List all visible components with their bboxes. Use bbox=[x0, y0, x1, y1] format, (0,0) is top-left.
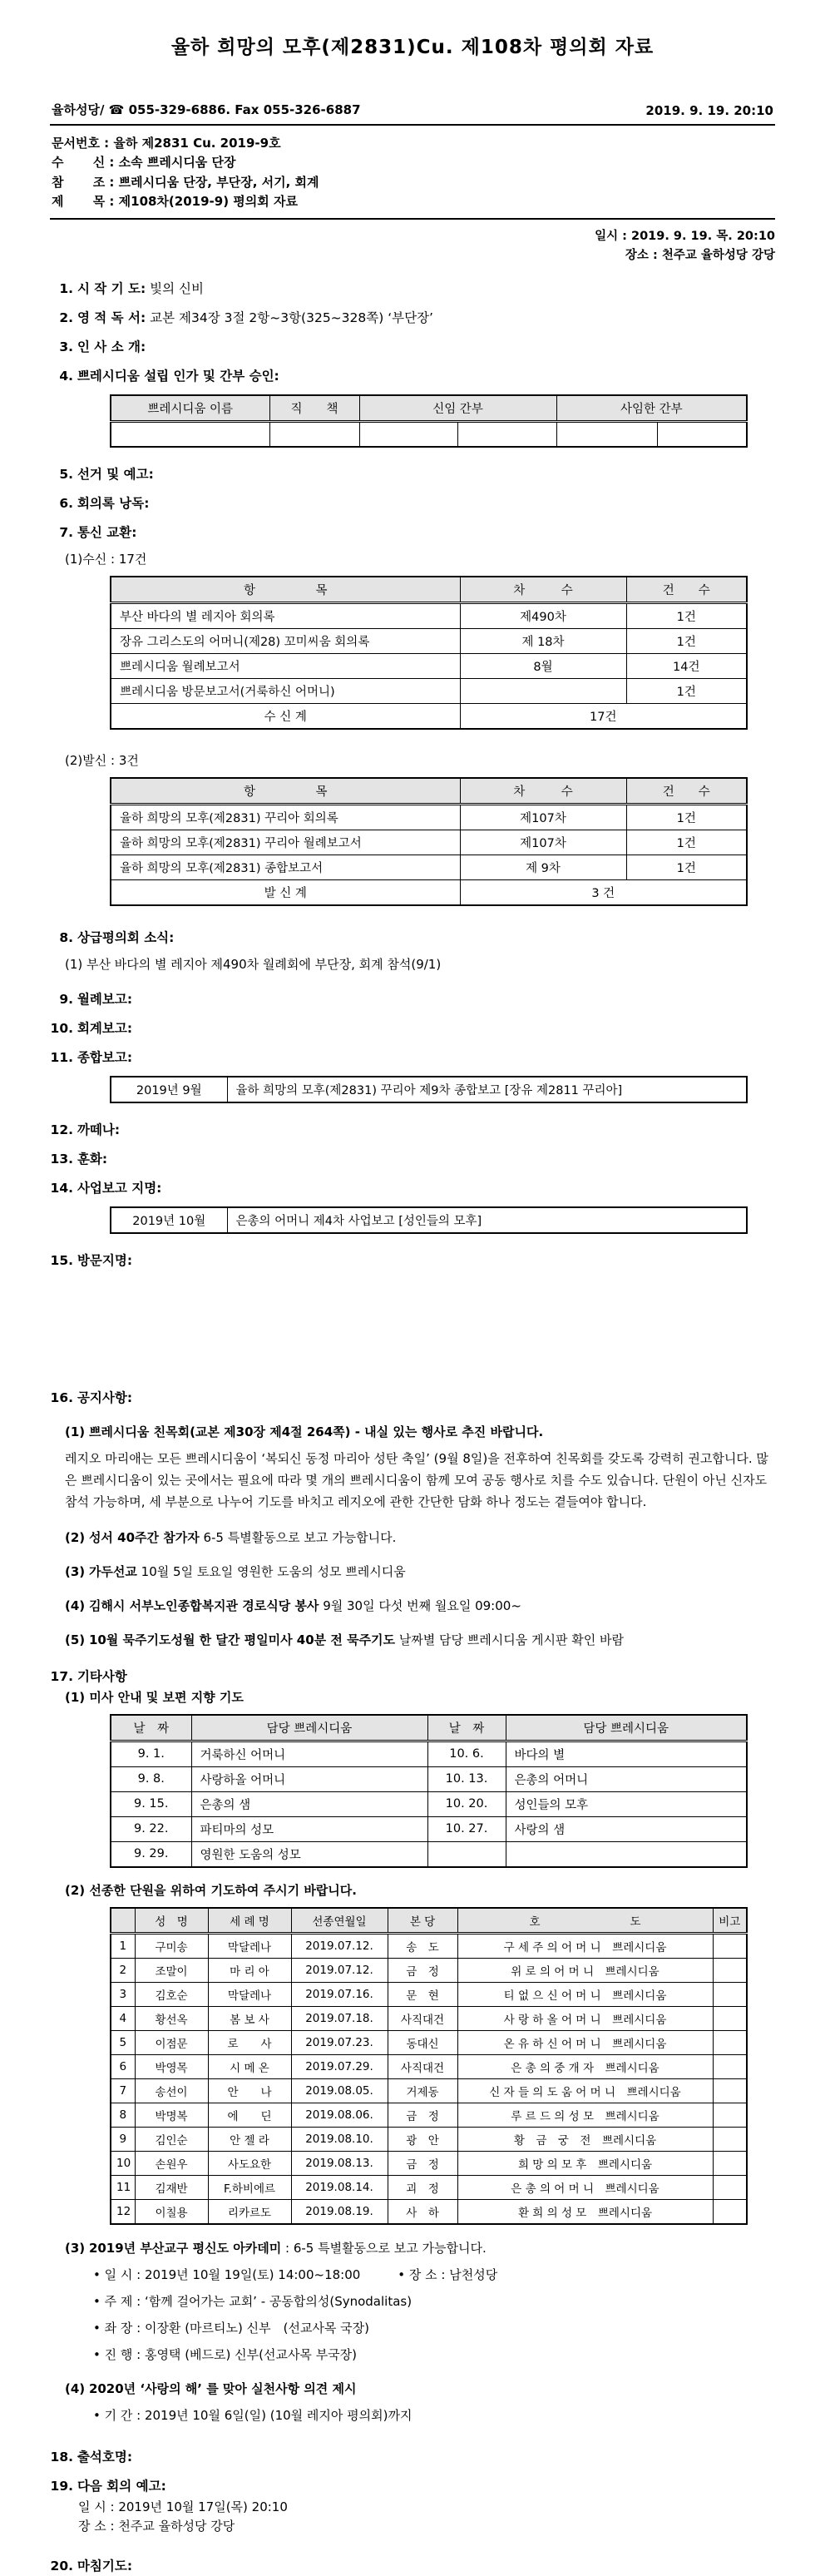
cell: 사직대건 bbox=[388, 2054, 457, 2078]
cell: 9. 15. bbox=[111, 1791, 191, 1816]
cell: 4 bbox=[111, 2006, 135, 2030]
agenda-item-17: 17. 기타사항 bbox=[50, 1668, 127, 1684]
cell: 사 하 bbox=[388, 2199, 457, 2224]
table-row bbox=[111, 2030, 747, 2054]
notice-4: (4) 김해시 서부노인종합복지관 경로식당 봉사 9월 30일 다섯 번째 월요일 09:00~ bbox=[65, 1598, 521, 1613]
table-row bbox=[111, 2006, 747, 2030]
contact-header bbox=[50, 101, 775, 126]
cell: 봄 보 사 bbox=[208, 2006, 291, 2030]
agenda-item-16: 16. 공지사항: bbox=[50, 1390, 133, 1406]
cell: 12 bbox=[111, 2199, 135, 2224]
col-count: 건 수 bbox=[626, 577, 747, 603]
col-count: 건 수 bbox=[626, 778, 747, 805]
cell: 조말이 bbox=[135, 1958, 208, 1982]
agenda-item-5: 5. 선거 및 예고: bbox=[59, 466, 154, 482]
col-death-date: 선종연월일 bbox=[291, 1908, 388, 1934]
table-row bbox=[111, 653, 747, 678]
cell: 6 bbox=[111, 2054, 135, 2078]
cell: 2019.08.06. bbox=[291, 2103, 388, 2127]
table-row bbox=[111, 830, 747, 855]
cell: 8 bbox=[111, 2103, 135, 2127]
cell bbox=[713, 2006, 747, 2030]
meeting-datetime: 일시 : 2019. 9. 19. 목. 20:10 bbox=[595, 230, 775, 243]
cell: 1건 bbox=[626, 602, 747, 628]
cell: 리카르도 bbox=[208, 2199, 291, 2224]
cell: 1 bbox=[111, 1933, 135, 1958]
cell: 온 유 하 신 어 머 니 쁘레시디움 bbox=[457, 2030, 713, 2054]
cell: 파티마의 성모 bbox=[191, 1816, 427, 1841]
cell: 은총의 어머니 bbox=[506, 1766, 747, 1791]
col-item: 항 목 bbox=[111, 577, 460, 603]
cell: 에 딘 bbox=[208, 2103, 291, 2127]
cell: 쁘레시디움 방문보고서(거룩하신 어머니) bbox=[111, 678, 460, 703]
cell bbox=[713, 1958, 747, 1982]
cell: 은총의 샘 bbox=[191, 1791, 427, 1816]
cell: 5 bbox=[111, 2030, 135, 2054]
col-date-2: 날 짜 bbox=[427, 1715, 506, 1741]
agenda-item-7: 7. 통신 교환: bbox=[59, 524, 137, 540]
cell: F.하비에르 bbox=[208, 2175, 291, 2199]
agenda-item-4: 4. 쁘레시디움 설립 인가 및 간부 승인: bbox=[59, 369, 279, 384]
agenda-item-10: 10. 회계보고: bbox=[50, 1021, 133, 1037]
cell bbox=[713, 2030, 747, 2054]
cell: 막달레나 bbox=[208, 1933, 291, 1958]
cell: 제107차 bbox=[460, 804, 626, 830]
cell: 구미송 bbox=[135, 1933, 208, 1958]
page-title: 율하 희망의 모후(제2831)Cu. 제108차 평의회 자료 bbox=[170, 37, 655, 58]
cell: 율하 희망의 모후(제2831) 꾸리아 회의록 bbox=[111, 804, 460, 830]
table-row bbox=[111, 2054, 747, 2078]
table-row bbox=[111, 2175, 747, 2199]
cell: 1건 bbox=[626, 804, 747, 830]
cell: 티 없 으 신 어 머 니 쁘레시디움 bbox=[457, 1982, 713, 2006]
misc-1-label: (1) 미사 안내 및 보편 지향 기도 bbox=[65, 1689, 244, 1705]
cell: 발 신 계 bbox=[111, 879, 460, 905]
col-position: 직 책 bbox=[269, 395, 359, 422]
col-name: 성 명 bbox=[135, 1908, 208, 1934]
cell: 송 도 bbox=[388, 1933, 457, 1958]
notice-5: (5) 10월 묵주기도성월 한 달간 평일미사 40분 전 묵주기도 날짜별 담당 쁘레시디움 게시판 확인 바람 bbox=[65, 1632, 624, 1647]
received-comm-table bbox=[110, 576, 748, 730]
cell: 구 세 주 의 어 머 니 쁘레시디움 bbox=[457, 1933, 713, 1958]
cell: 3 bbox=[111, 1982, 135, 2006]
doc-info-block bbox=[50, 132, 775, 220]
col-index bbox=[111, 1908, 135, 1934]
cell: 2019.07.29. bbox=[291, 2054, 388, 2078]
col-presidium-title: 호 도 bbox=[457, 1908, 713, 1934]
table-row bbox=[111, 1741, 747, 1766]
cell: 괴 정 bbox=[388, 2175, 457, 2199]
agenda-item-3: 3. 인 사 소 개: bbox=[59, 339, 146, 355]
cell: 영원한 도움의 성모 bbox=[191, 1841, 427, 1867]
table-header-row bbox=[111, 1715, 747, 1741]
cell: 1건 bbox=[626, 628, 747, 653]
col-session: 차 수 bbox=[460, 577, 626, 603]
cell: 17건 bbox=[460, 703, 747, 729]
cell: 거룩하신 어머니 bbox=[191, 1741, 427, 1766]
col-session: 차 수 bbox=[460, 778, 626, 805]
cell: 금 정 bbox=[388, 2151, 457, 2175]
cell: 박명복 bbox=[135, 2103, 208, 2127]
cell: 은총의 어머니 제4차 사업보고 [성인들의 모후] bbox=[227, 1207, 747, 1233]
cell: 환 희 의 성 모 쁘레시디움 bbox=[457, 2199, 713, 2224]
cell: 10. 13. bbox=[427, 1766, 506, 1791]
cell: 사직대건 bbox=[388, 2006, 457, 2030]
cell: 막달레나 bbox=[208, 1982, 291, 2006]
cell: 황선옥 bbox=[135, 2006, 208, 2030]
cell: 3 건 bbox=[460, 879, 747, 905]
agenda-item-20: 20. 마침기도: bbox=[50, 2558, 133, 2574]
next-meeting-datetime: 일 시 : 2019년 10월 17일(목) 20:10 bbox=[78, 2499, 288, 2514]
table-row bbox=[111, 1982, 747, 2006]
misc-4-label: (4) 2020년 ‘사랑의 해’ 를 맞아 실천사항 의견 제시 bbox=[65, 2380, 357, 2396]
cell: 1건 bbox=[626, 830, 747, 855]
cell: 2019.07.23. bbox=[291, 2030, 388, 2054]
agenda-item-15: 15. 방문지명: bbox=[50, 1253, 133, 1269]
cell: 로 사 bbox=[208, 2030, 291, 2054]
cell: 제 9차 bbox=[460, 855, 626, 879]
doc-number: 문서번호 : 율하 제2831 Cu. 2019-9호 bbox=[52, 136, 281, 151]
cell: 금 정 bbox=[388, 2103, 457, 2127]
table-row bbox=[111, 602, 747, 628]
cell: 율하 희망의 모후(제2831) 꾸리아 제9차 종합보고 [장유 제2811 꾸리아] bbox=[227, 1077, 747, 1102]
cell: 금 정 bbox=[388, 1958, 457, 1982]
cell: 거제동 bbox=[388, 2078, 457, 2103]
total-row bbox=[111, 879, 747, 905]
misc-3-bullet-datetime-place: • 일 시 : 2019년 10월 19일(토) 14:00~18:00 • 장 소 : 남천성당 bbox=[93, 2266, 498, 2282]
cell: 마 리 아 bbox=[208, 1958, 291, 1982]
table-row bbox=[111, 804, 747, 830]
cell: 송선이 bbox=[135, 2078, 208, 2103]
table-row bbox=[111, 628, 747, 653]
cell: 제 18차 bbox=[460, 628, 626, 653]
agenda-item-8: 8. 상급평의회 소식: bbox=[59, 929, 175, 945]
mass-schedule-table bbox=[110, 1714, 748, 1868]
col-baptismal-name: 세 례 명 bbox=[208, 1908, 291, 1934]
cell: 이점문 bbox=[135, 2030, 208, 2054]
cell: 율하 희망의 모후(제2831) 종합보고서 bbox=[111, 855, 460, 879]
table-row bbox=[111, 1077, 747, 1102]
table-row bbox=[111, 2199, 747, 2224]
col-parish: 본 당 bbox=[388, 1908, 457, 1934]
cell: 2019년 10월 bbox=[111, 1207, 227, 1233]
cell: 부산 바다의 별 레지아 회의록 bbox=[111, 602, 460, 628]
cell: 사랑하올 어머니 bbox=[191, 1766, 427, 1791]
cell: 9 bbox=[111, 2127, 135, 2151]
cell: 2019년 9월 bbox=[111, 1077, 227, 1102]
print-datetime: 2019. 9. 19. 20:10 bbox=[645, 103, 773, 118]
doc-subject: 제 목 : 제108차(2019-9) 평의회 자료 bbox=[52, 193, 298, 209]
table-row bbox=[111, 1766, 747, 1791]
notice-1-body: 레지오 마리애는 모든 쁘레시디움이 ‘복되신 동정 마리아 성탄 축일’ (9월 8일)을 전후하여 친목회를 갖도록 강력히 권고합니다. 많은 쁘레시디움이 있는 곳에서는 필요에 따라 몇 개의 쁘레시디움이 함께 모여 공동 행사로 치를 수도 있습니다. 단원이 아닌 신자도 참석 가능하며, 세 부분으로 나누어 기도를 바치고 레지오에 관한 간단한 담화 하나 정도는 곁들여야 합니다. bbox=[65, 1451, 771, 1509]
cell: 광 안 bbox=[388, 2127, 457, 2151]
agenda-item-9: 9. 월례보고: bbox=[59, 992, 133, 1007]
meeting-place: 장소 : 천주교 율하성당 강당 bbox=[625, 249, 775, 263]
notice-3: (3) 가두선교 10월 5일 토요일 영원한 도움의 성모 쁘레시디움 bbox=[65, 1563, 406, 1579]
cell bbox=[713, 2199, 747, 2224]
cell: 쁘레시디움 월례보고서 bbox=[111, 653, 460, 678]
cell: 바다의 별 bbox=[506, 1741, 747, 1766]
cell: 2019.07.12. bbox=[291, 1958, 388, 1982]
cell bbox=[460, 678, 626, 703]
col-resigned-officer: 사임한 간부 bbox=[556, 395, 747, 422]
agenda-item-13: 13. 훈화: bbox=[50, 1152, 108, 1167]
cell bbox=[556, 422, 657, 447]
table-row bbox=[111, 1841, 747, 1867]
table-row bbox=[111, 678, 747, 703]
agenda-item-2: 2. 영 적 독 서: 교본 제34장 3절 2항~3항(325~328쪽) ‘부단장’ bbox=[59, 310, 433, 326]
col-presidium-name: 쁘레시디움 이름 bbox=[111, 395, 269, 422]
cell: 루 르 드 의 성 모 쁘레시디움 bbox=[457, 2103, 713, 2127]
cell: 2019.07.12. bbox=[291, 1933, 388, 1958]
col-note: 비고 bbox=[713, 1908, 747, 1934]
col-presidium-2: 담당 쁘레시디움 bbox=[506, 1715, 747, 1741]
cell: 1건 bbox=[626, 855, 747, 879]
cell: 수 신 계 bbox=[111, 703, 460, 729]
table-row bbox=[111, 2151, 747, 2175]
cell: 문 현 bbox=[388, 1982, 457, 2006]
cell bbox=[713, 2175, 747, 2199]
cell bbox=[359, 422, 457, 447]
cell: 8월 bbox=[460, 653, 626, 678]
cell: 안 나 bbox=[208, 2078, 291, 2103]
cell: 2019.08.05. bbox=[291, 2078, 388, 2103]
table-row bbox=[111, 1207, 747, 1233]
cell bbox=[427, 1841, 506, 1867]
table-row bbox=[111, 1958, 747, 1982]
meeting-info bbox=[50, 227, 775, 265]
cell: 동대신 bbox=[388, 2030, 457, 2054]
table-row bbox=[111, 1816, 747, 1841]
sent-label: (2)발신 : 3건 bbox=[65, 752, 139, 768]
cell: 희 망 의 모 후 쁘레시디움 bbox=[457, 2151, 713, 2175]
table-header-row bbox=[111, 1908, 747, 1934]
cell: 2019.08.10. bbox=[291, 2127, 388, 2151]
cell: 김재반 bbox=[135, 2175, 208, 2199]
cell: 2 bbox=[111, 1958, 135, 1982]
table-row bbox=[111, 2078, 747, 2103]
agenda-item-6: 6. 회의록 낭독: bbox=[59, 495, 150, 511]
table-row bbox=[111, 2103, 747, 2127]
col-date-1: 날 짜 bbox=[111, 1715, 191, 1741]
total-row bbox=[111, 703, 747, 729]
cell bbox=[269, 422, 359, 447]
cell: 시 메 온 bbox=[208, 2054, 291, 2078]
cell: 제107차 bbox=[460, 830, 626, 855]
misc-4-bullet-period: • 기 간 : 2019년 10월 6일(일) (10월 레지아 평의회)까지 bbox=[93, 2407, 412, 2423]
table-row bbox=[111, 855, 747, 879]
cell bbox=[713, 2054, 747, 2078]
parish-contact: 율하성당/ ☎ 055-329-6886. Fax 055-326-6887 bbox=[52, 102, 361, 117]
agenda-item-14: 14. 사업보고 지명: bbox=[50, 1181, 162, 1196]
cell: 제490차 bbox=[460, 602, 626, 628]
cell bbox=[657, 422, 747, 447]
table-row bbox=[111, 1791, 747, 1816]
misc-3-label: (3) 2019년 부산교구 평신도 아카데미 : 6-5 특별활동으로 보고 가능합니다. bbox=[65, 2240, 487, 2256]
agenda-item-8-sub: (1) 부산 바다의 별 레지아 제490차 월례회에 부단장, 회계 참석(9/1) bbox=[65, 957, 442, 972]
cell bbox=[713, 1982, 747, 2006]
agenda-item-19: 19. 다음 회의 예고: bbox=[50, 2478, 166, 2494]
cell: 율하 희망의 모후(제2831) 꾸리아 월례보고서 bbox=[111, 830, 460, 855]
cell: 2019.08.14. bbox=[291, 2175, 388, 2199]
table-header-row bbox=[111, 577, 747, 603]
cell: 성인들의 모후 bbox=[506, 1791, 747, 1816]
officer-approval-table bbox=[110, 394, 748, 448]
cell: 10. 6. bbox=[427, 1741, 506, 1766]
cell bbox=[111, 422, 269, 447]
doc-recipient: 수 신 : 소속 쁘레시디움 단장 bbox=[52, 155, 236, 171]
cell: 2019.07.18. bbox=[291, 2006, 388, 2030]
cell bbox=[713, 2078, 747, 2103]
sent-comm-table bbox=[110, 777, 748, 906]
cell: 2019.08.13. bbox=[291, 2151, 388, 2175]
cell: 14건 bbox=[626, 653, 747, 678]
misc-3-bullet-chair: • 좌 장 : 이장환 (마르티노) 신부 (선교사목 국장) bbox=[93, 2321, 370, 2336]
cell: 2019.07.16. bbox=[291, 1982, 388, 2006]
cell: 이칠용 bbox=[135, 2199, 208, 2224]
cell bbox=[713, 2103, 747, 2127]
table-row bbox=[111, 422, 747, 447]
cell bbox=[713, 1933, 747, 1958]
cell: 10. 27. bbox=[427, 1816, 506, 1841]
cell: 신 자 들 의 도 움 어 머 니 쁘레시디움 bbox=[457, 2078, 713, 2103]
cell: 위 로 의 어 머 니 쁘레시디움 bbox=[457, 1958, 713, 1982]
received-label: (1)수신 : 17건 bbox=[65, 551, 147, 567]
cell: 김호순 bbox=[135, 1982, 208, 2006]
cell: 황 금 궁 전 쁘레시디움 bbox=[457, 2127, 713, 2151]
misc-2-label: (2) 선종한 단원을 위하여 기도하여 주시기 바랍니다. bbox=[65, 1882, 357, 1898]
agenda-item-11: 11. 종합보고: bbox=[50, 1050, 133, 1066]
col-presidium-1: 담당 쁘레시디움 bbox=[191, 1715, 427, 1741]
misc-3-bullet-topic: • 주 제 : ‘함께 걸어가는 교회’ - 공동합의성(Synodalitas) bbox=[93, 2293, 412, 2309]
table-row bbox=[111, 1933, 747, 1958]
business-report-table bbox=[110, 1206, 748, 1234]
cell: 사도요한 bbox=[208, 2151, 291, 2175]
spacer bbox=[50, 1271, 775, 1379]
agenda-item-1: 1. 시 작 기 도: 빛의 신비 bbox=[59, 281, 204, 297]
cell bbox=[713, 2127, 747, 2151]
cell: 1건 bbox=[626, 678, 747, 703]
col-item: 항 목 bbox=[111, 778, 460, 805]
cell: 9. 8. bbox=[111, 1766, 191, 1791]
cell: 김인순 bbox=[135, 2127, 208, 2151]
cell: 사랑의 샘 bbox=[506, 1816, 747, 1841]
col-new-officer: 신임 간부 bbox=[359, 395, 556, 422]
cell: 은 총 의 어 머 니 쁘레시디움 bbox=[457, 2175, 713, 2199]
notice-1: (1) 쁘레시디움 친목회(교본 제30장 제4절 264쪽) - 내실 있는 행사로 추진 바랍니다. bbox=[65, 1424, 544, 1440]
agenda-item-18: 18. 출석호명: bbox=[50, 2449, 133, 2465]
cell: 11 bbox=[111, 2175, 135, 2199]
cell: 9. 1. bbox=[111, 1741, 191, 1766]
cell: 2019.08.19. bbox=[291, 2199, 388, 2224]
cell: 손원우 bbox=[135, 2151, 208, 2175]
deceased-members-table bbox=[110, 1907, 748, 2225]
next-meeting-place: 장 소 : 천주교 율하성당 강당 bbox=[78, 2518, 235, 2534]
cell: 장유 그리스도의 어머니(제28) 꼬미씨움 회의록 bbox=[111, 628, 460, 653]
cell: 은 총 의 중 개 자 쁘레시디움 bbox=[457, 2054, 713, 2078]
doc-cc: 참 조 : 쁘레시디움 단장, 부단장, 서기, 회계 bbox=[52, 174, 319, 190]
cell: 박영목 bbox=[135, 2054, 208, 2078]
cell bbox=[713, 2151, 747, 2175]
misc-3-bullet-host: • 진 행 : 홍영택 (베드로) 신부(선교사목 부국장) bbox=[93, 2347, 358, 2363]
cell: 10 bbox=[111, 2151, 135, 2175]
agenda-item-12: 12. 까떼나: bbox=[50, 1122, 121, 1138]
notice-2: (2) 성서 40주간 참가자 6-5 특별활동으로 보고 가능합니다. bbox=[65, 1529, 397, 1545]
cell: 안 젤 라 bbox=[208, 2127, 291, 2151]
cell: 9. 22. bbox=[111, 1816, 191, 1841]
cell: 9. 29. bbox=[111, 1841, 191, 1867]
cell bbox=[457, 422, 556, 447]
cell: 10. 20. bbox=[427, 1791, 506, 1816]
cell: 사 랑 하 올 어 머 니 쁘레시디움 bbox=[457, 2006, 713, 2030]
cell bbox=[506, 1841, 747, 1867]
cell: 7 bbox=[111, 2078, 135, 2103]
monthly-report-table bbox=[110, 1076, 748, 1103]
table-header-row bbox=[111, 395, 747, 422]
table-row bbox=[111, 2127, 747, 2151]
table-header-row bbox=[111, 778, 747, 805]
